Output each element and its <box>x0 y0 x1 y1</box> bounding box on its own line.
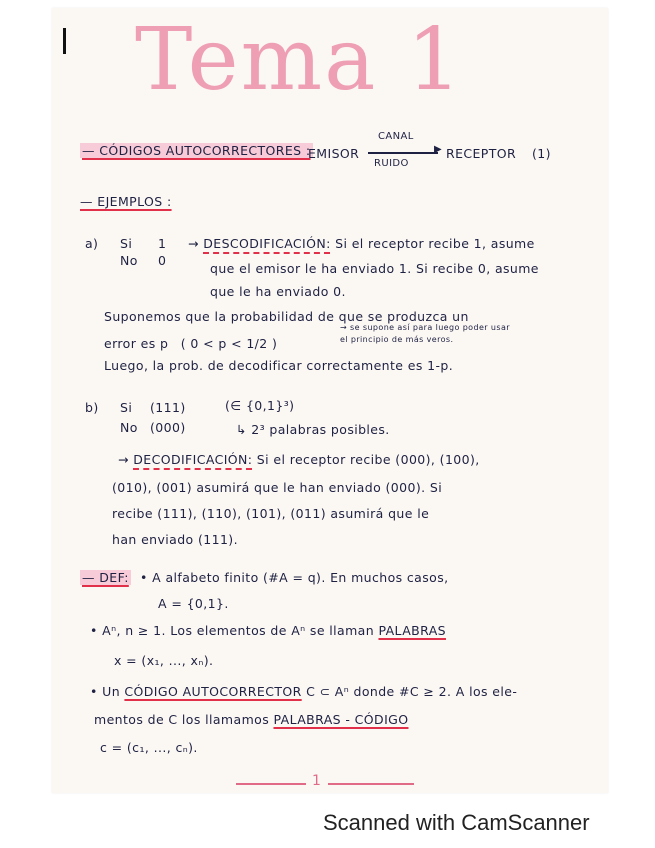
equation-number: (1) <box>532 146 551 161</box>
notebook-page <box>52 8 608 793</box>
def-text-4: x = (x₁, ..., xₙ). <box>114 653 214 668</box>
def-text-6: mentos de C los llamamos PALABRAS - CÓDIGO <box>94 712 409 727</box>
item-b-si: Si <box>120 400 133 415</box>
item-a-si-value: 1 <box>158 236 167 251</box>
item-a-si: Si <box>120 236 133 251</box>
page-number: 1 <box>312 773 322 789</box>
def-text-2: A = {0,1}. <box>158 596 229 611</box>
item-a-text-3: que le ha enviado 0. <box>210 284 346 299</box>
margin-mark <box>63 28 66 54</box>
item-a-decod: → DESCODIFICACIÓN: Si el receptor recibe 1, asume <box>188 236 535 251</box>
item-b-text-4: han enviado (111). <box>112 532 238 547</box>
ejemplos-heading: — EJEMPLOS : <box>80 194 172 209</box>
item-a-note-top: → se supone así para luego poder usar <box>340 323 510 332</box>
item-a-text-2: que el emisor le ha enviado 1. Si recibe 0, asume <box>210 261 539 276</box>
item-b-text-3: recibe (111), (110), (101), (011) asumirá que le <box>112 506 430 521</box>
channel-arrowhead-icon: ▶ <box>434 144 443 155</box>
item-b-si-set: (∈ {0,1}³) <box>225 398 295 413</box>
item-a-label: a) <box>85 236 99 251</box>
item-b-si-value: (111) <box>150 400 186 415</box>
item-b-decod: → DECODIFICACIÓN: Si el receptor recibe (000), (100), <box>118 452 480 467</box>
section-heading: — CÓDIGOS AUTOCORRECTORES : <box>82 143 311 158</box>
canal-label: CANAL <box>378 131 414 142</box>
def-text-5: • Un CÓDIGO AUTOCORRECTOR C ⊂ Aⁿ donde #C ≥ 2. A los ele- <box>90 684 518 699</box>
item-b-no: No <box>120 420 138 435</box>
item-b-posibles: ↳ 2³ palabras posibles. <box>236 422 390 437</box>
page-title: Tema 1 <box>135 10 464 110</box>
page-number-rule-right <box>328 783 414 785</box>
def-text-3: • Aⁿ, n ≥ 1. Los elementos de Aⁿ se llaman PALABRAS <box>90 623 446 638</box>
item-b-text-2: (010), (001) asumirá que le han enviado (000). Si <box>112 480 443 495</box>
item-a-no-value: 0 <box>158 253 167 268</box>
ruido-label: RUIDO <box>374 158 409 169</box>
emisor-label: EMISOR <box>308 146 360 161</box>
def-text-7: c = (c₁, ..., cₙ). <box>100 740 198 755</box>
def-label: — DEF: <box>82 570 129 585</box>
item-b-no-value: (000) <box>150 420 186 435</box>
item-a-text-6: Luego, la prob. de decodificar correctamente es 1-p. <box>104 358 454 373</box>
receptor-label: RECEPTOR <box>446 146 517 161</box>
item-a-text-4: Suponemos que la probabilidad de que se produzca un <box>104 309 469 324</box>
item-a-no: No <box>120 253 138 268</box>
def-text-1: • A alfabeto finito (#A = q). En muchos casos, <box>140 570 449 585</box>
channel-arrow <box>368 152 438 154</box>
item-a-note-bottom: el principio de más veros. <box>340 335 454 344</box>
scanner-watermark: Scanned with CamScanner <box>323 810 590 835</box>
page-number-rule-left <box>236 783 306 785</box>
item-a-text-5: error es p ( 0 < p < 1/2 ) <box>104 336 278 351</box>
item-b-label: b) <box>85 400 99 415</box>
